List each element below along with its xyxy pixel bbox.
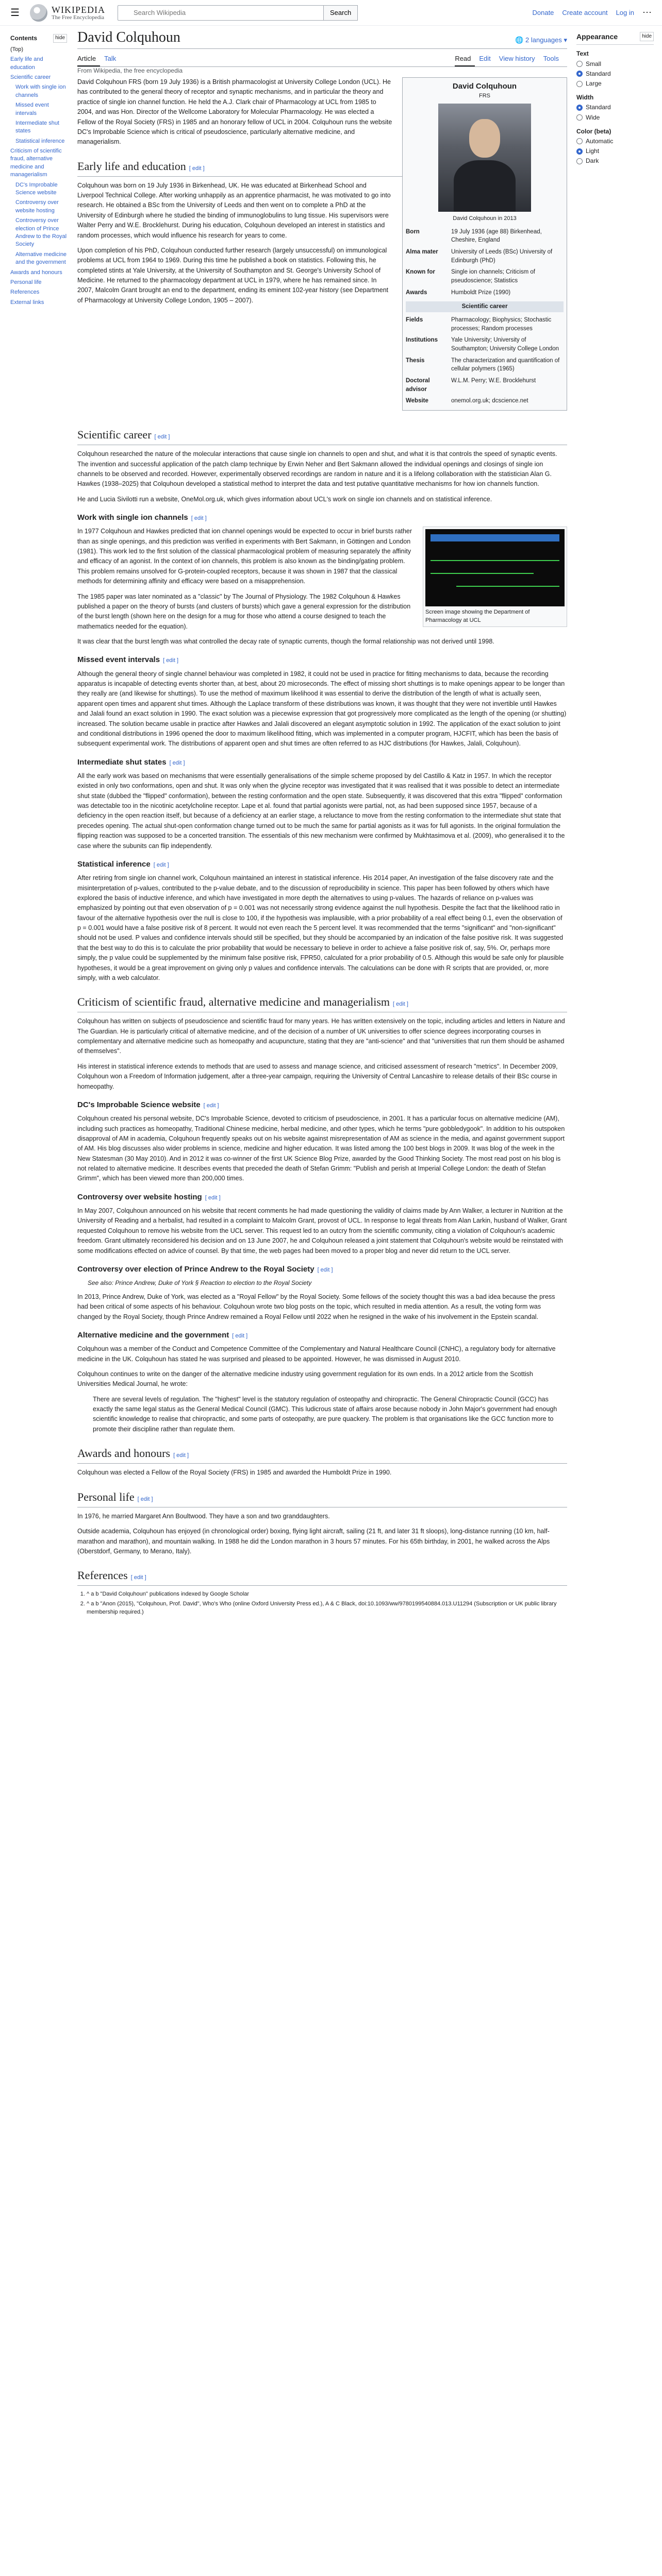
toc-item[interactable]: Criticism of scientific fraud, alternative medicine and managerialism — [10, 148, 62, 178]
paragraph: Although the general theory of single channel behaviour was completed in 1982, it could not be used in practice for fitting mechanisms to data, because the recording apparatus is incapable of detecting events shorter than, at best, about 20 microseconds. The effect of missing short shuttings is to make openings appear to be longer than they really are (and likewise for shuttings). To use the method of maximum likelihood it was essential to derive the distribution of the length of what is actually seen, apparent open times and apparent shut times. Although the Laplace transform of these distributions was known, it was thought that they were not invertible until Hawkes and Jalali found an exact solution in 1990. The exact solution was a piecewise expression that got progressively more complicated as the length of the opening (or shutting) increased. The solution became usable in practice after Hawkes and Jalali discovered an elegant asymptotic solution in 1992. The application of the exact solution to joint and conditional distributions in 1996 opened the door to maximum likelihood fitting, which was implemented in a computer program, HJCFIT, which has been the basis of subsequent experimental work. The distributions of apparent open and shut times are often referred to as HJC distributions (for Hawkes, Jalali, Colquhoun). — [77, 670, 567, 748]
paragraph: In 2013, Prince Andrew, Duke of York, was elected as a "Royal Fellow" by the Royal Society. Some fellows of the society thought this was a bad idea because the press had been critical of some aspects of his behaviour. Colquhoun wrote two blog posts on the topic, which resulted in media attention. As a result, the voting form was changed by the Royal Society, though Prince Andrew remained a Royal Fellow until 2022 when he resigned in the wake of his involvement in the Epstein scandal. — [77, 1293, 555, 1320]
paragraph: The 1985 paper was later nominated as a "classic" by The Journal of Physiology. The 1982 Colquhoun & Hawkes published a paper on the theory of bursts (and clusters of bursts) which gave a general expression for the distribution of the burst length (shown here on the design for a mug for those who attend a course designed to teach the mathematics needed for the equation). — [77, 592, 411, 630]
infobox-label: Website — [406, 398, 428, 404]
infobox-career-rows — [406, 314, 564, 407]
toc-item[interactable]: Controversy over election of Prince Andrew to the Royal Society — [15, 217, 67, 248]
heading-criticism — [77, 993, 567, 1012]
toc-item[interactable]: Alternative medicine and the government — [15, 251, 67, 266]
tagline: The Free Encyclopedia — [52, 14, 105, 21]
paragraph: Colquhoun has written on subjects of pseudoscience and scientific fraud for many years. He has written extensively on the topic, including articles and letters in Nature and The Guardian. He is particularly critical of alternative medicine, and of the decision of a number of UK universities to offer science degrees incorporating courses in complementary and alternative medicine such as homeopathy and acupuncture, stating that they are "anti-science" and that "universities that run them should be ashamed of themselves". — [77, 1018, 565, 1055]
appearance-title: Appearance — [576, 32, 618, 41]
heading-text: Work with single ion channels — [77, 513, 188, 522]
heading-text: Statistical inference — [77, 859, 151, 869]
edit-link[interactable]: [ edit ] — [154, 434, 170, 440]
appearance-panel — [576, 31, 654, 166]
infobox-title: David Colquhoun — [452, 82, 517, 91]
paragraph: Colquhoun was born on 19 July 1936 in Birkenhead, UK. He was educated at Birkenhead School and Liverpool Technical College. After working unhappily as an apprentice pharmacist, he was motivated to go into research. He obtained a BSc from the University of Leeds and then went on to complete a PhD at the University of Edinburgh where he studied the binding of immunoglobulins to lung tissue. His supervisors were Walter Perry and W.E. Brocklehurst. During his education, Colquhoun developed an interest in statistics and random processes, which would influence his research for years to come. — [77, 181, 391, 239]
edit-link[interactable]: [ edit ] — [191, 515, 207, 522]
paragraph: In 1976, he married Margaret Ann Boultwood. They have a son and two granddaughters. — [77, 1512, 330, 1520]
figure-caption: Screen image showing the Department of Pharmacology at UCL — [425, 609, 530, 623]
heading-text: Missed event intervals — [77, 655, 160, 665]
radio-selected-icon — [576, 105, 583, 111]
paragraph: In 1977 Colquhoun and Hawkes predicted that ion channel openings would be expected to occur in brief bursts rather than as single openings, and this prediction was verified in experiments with Bert Sakmann, in Göttingen and London (1981). This work led to the first solution of the classical pharmacological problem of measuring separately the affinity and efficacy of an agonist. In the context of ion channels, this problem is also known as the binding/gating problem. This problem remains unsolved for G-protein-coupled receptors, because it was shown in 1987 that the classical methods for determining affinity and efficacy were based on a misapprehension. — [77, 528, 412, 585]
paragraph: Colquhoun researched the nature of the molecular interactions that cause single ion channels to open and shut, and what it is that controls the speed of synaptic events. The invention and successful application of the patch clamp technique by Erwin Neher and Bert Sakmann allowed the individual openings and closings of single ion channels to be observed and recorded. However, experimentally observed recordings are random in nature and it is a lifelong collaboration with the statistician Alan G. Hawkes (1938–2025) that Colquhoun developed a statistical method to interpret the data and test putative quantitative mechanisms for how ion channels function. — [77, 450, 557, 488]
infobox-value: University of Leeds (BSc) University of Edinburgh (PhD) — [451, 248, 553, 264]
heading-intermediate-shut — [77, 756, 567, 768]
heading-text: Early life and education — [77, 159, 186, 173]
option-label: Dark — [586, 157, 599, 165]
figure-screenshot[interactable] — [423, 527, 567, 627]
reference-item[interactable]: 1. ^ a b "David Colquhoun" publications indexed by Google Scholar — [87, 1590, 567, 1599]
paragraph: He and Lucia Sivilotti run a website, OneMol.org.uk, which gives information about UCL's work on single ion channels and on statistical inference. — [77, 495, 492, 503]
title-row — [77, 29, 567, 49]
infobox-label: Doctoral advisor — [406, 378, 430, 393]
edit-link[interactable]: [ edit ] — [153, 861, 169, 868]
heading-text: Criticism of scientific fraud, alternative medicine and managerialism — [77, 995, 390, 1009]
radio-selected-icon — [576, 71, 583, 77]
edit-link[interactable]: [ edit ] — [163, 657, 179, 664]
toc-item[interactable]: Early life and education — [10, 56, 43, 71]
site-header — [0, 0, 662, 26]
width-label: Width — [576, 94, 594, 101]
paragraph: His interest in statistical inference extends to methods that are used to assess and manage science, and criticised assessment of research "metrics". In December 2009, Colquhoun won a Freedom of Information judgement, after a three-year campaign, requiring the University of Central Lancashire to release details of their BSc course in homeopathy. — [77, 1062, 558, 1090]
from-wikipedia: From Wikipedia, the free encyclopedia — [77, 67, 183, 74]
portrait-face — [469, 119, 500, 158]
heading-alternative-medicine — [77, 1329, 567, 1341]
paragraph: In May 2007, Colquhoun announced on his website that recent comments he had made questioning the validity of claims made by Ann Walker, a lecturer in Nutrition at the University of Reading and a herbalist, had resulted in a complaint to Malcolm Grant, provost of UCL. In response to legal threats from Alan Larkin, husband of Walker, Grant requested Colquhoun to remove his website from the UCL server. This request led to an outcry from the scientific community, citing a violation of Colquhoun's academic freedom. Grant ultimately reconsidered his decision and on 13 June 2007, he and Colquhoun released a joint statement that Colquhoun's website would be reinstated with some modifications effected on advice of counsel. By that time, the web pages had been moved to a proper blog and never did return to the UCL server. — [77, 1207, 567, 1255]
infobox-row — [406, 375, 564, 395]
heading-text: Alternative medicine and the government — [77, 1330, 229, 1340]
wordmark: WIKIPEDIA — [52, 4, 105, 15]
edit-link[interactable]: [ edit ] — [232, 1332, 248, 1339]
infobox-row — [406, 266, 564, 286]
heading-improbable-science — [77, 1099, 567, 1111]
infobox-value: 19 July 1936 (age 88) Birkenhead, Cheshire, England — [451, 228, 542, 244]
infobox-value: Yale University; University of Southampton; University College London — [451, 337, 559, 352]
search-input[interactable] — [118, 5, 324, 21]
toc-header — [10, 34, 67, 43]
search-button[interactable]: Search — [324, 5, 358, 21]
infobox-label: Alma mater — [406, 248, 438, 255]
edit-link[interactable]: [ edit ] — [169, 759, 185, 766]
heading-awards — [77, 1445, 567, 1464]
toc-item[interactable]: Work with single ion channels — [15, 84, 66, 98]
option-label: Automatic — [586, 137, 614, 145]
toc-title: Contents — [10, 35, 37, 42]
wikipedia-logo[interactable] — [30, 4, 105, 22]
edit-link[interactable]: [ edit ] — [205, 1194, 221, 1201]
page-actions — [455, 52, 567, 66]
toc-hide-button[interactable]: hide — [53, 34, 67, 43]
infobox-row — [406, 355, 564, 375]
page-tabs — [77, 52, 567, 67]
edit-link[interactable]: [ edit ] — [203, 1102, 219, 1109]
infobox-row — [406, 246, 564, 266]
paragraph: It was clear that the burst length was what controlled the decay rate of synaptic currents, though the formal relationship was not derived until 1998. — [77, 638, 494, 646]
login-link[interactable]: Log in — [616, 9, 634, 16]
infobox-label: Awards — [406, 289, 427, 296]
option-label: Light — [586, 147, 600, 155]
language-button[interactable]: 🌐 2 languages ▾ — [515, 36, 567, 44]
figure-image — [425, 529, 565, 606]
option-label: Small — [586, 60, 602, 67]
radio-icon — [576, 158, 583, 164]
option-label: Wide — [586, 113, 600, 121]
radio-icon — [576, 138, 583, 144]
appearance-hide-button[interactable]: hide — [640, 32, 654, 41]
infobox-label: Institutions — [406, 337, 438, 344]
heading-website-hosting — [77, 1191, 567, 1203]
paragraph: Upon completion of his PhD, Colquhoun conducted further research (largely unsuccessful) on immunological problems at UCL from 1964 to 1969. During this time he published a book on statistics. Following this, he completed stints at Yale University, at the University of Southampton and St. George's University School of Medicine. He returned to the pharmacology department at UCL in 1979, where he has remained since. In 2007, Malcolm Grant brought an end to the department, ending its eminent 102-year history (see Department of Pharmacology at University College London, 1905 – 2007). — [77, 246, 389, 304]
edit-link[interactable]: [ edit ] — [130, 1574, 146, 1581]
edit-link[interactable]: [ edit ] — [189, 165, 205, 172]
heading-statistical-inference — [77, 858, 567, 870]
infobox-label: Fields — [406, 317, 423, 323]
infobox-postnominal: FRS — [479, 92, 490, 99]
portrait-body — [454, 160, 516, 212]
infobox-rows — [406, 226, 564, 299]
heading-text: Controversy over website hosting — [77, 1192, 202, 1201]
toc-item[interactable]: References — [10, 289, 40, 296]
infobox-value: Single ion channels; Criticism of pseudoscience; Statistics — [451, 269, 535, 284]
text-size-label: Text — [576, 50, 589, 58]
paragraph: After retiring from single ion channel work, Colquhoun maintained an interest in statistical inference. His 2014 paper, An investigation of the false discovery rate and the misinterpretation of p-values, contributed to the p-value debate, and to the discussion of reproducibility in science. This paper has been followed by others which have explored the basis of inductive inference, and which have investigated in more depth the alternatives to using p-values. The hazards of reliance on p-values was emphasized by pointing out that even observation of p = 0.001 was not necessarily strong evidence against the null hypothesis. Despite the fact that the likelihood ratio in favour of the alternative hypothesis over the null is close to 100, if the hypothesis was implausible, with a prior probability of a real effect being 0.1, even the observation of p = 0.001 would have a false positive risk of 8 percent. It would not even reach the 5 percent level. It was recommended that the terms "significant" and "non-significant" should not be used. P values and confidence intervals should still be specified, but they should be accompanied by an indication of the false positive risk. It was suggested that the best way to do this is to calculate the prior probability that would be necessary to believe in order to achieve a false positive risk of, say, 5%. Or, perhaps more simply, the p value could be supplemented by the minimum false positive risk, FPR50, calculated for a prior probability of 0.5. Although this would be safe only for plausible hypotheses, it would be a great improvement on giving only p values and confidence intervals. The calculations can be done with R scripts that are provided, or, more simply, with a web calculator. — [77, 874, 564, 981]
paragraph: All the early work was based on mechanisms that were essentially generalisations of the simple scheme proposed by del Castillo & Katz in 1957. In which the receptor existed in only two conformations, open and shut. It was only when the glycine receptor was investigated that it was realised that it was possible to detect an intermediate shut state (dubbed the "flipped" conformation), between the resting conformation and the open state. Subsequently, it was discovered that this extra "flipped" conformation was detectable too in the nicotinic acetylcholine receptor. Lape et al. found that partial agonists were partial, not, as had been supposed since 1957, because of a deficiency in the open reaction itself, but because of a deficiency at an earlier stage, a reluctance to move from the resting conformation to the intermediate shut state that precedes opening. The actual shut-open conformation change turned out to be much the same for partial agonists as it was for full agonists. In the original formulation the flipping reaction was supposed to be a concerted transition. The essentials of this new mechanism were confirmed by Mukhtasimova et al. (2009), who generalised it to the case where the subunits can flip independently. — [77, 772, 565, 850]
toc-list — [10, 45, 67, 308]
appearance-header — [576, 31, 654, 45]
option-label: Standard — [586, 70, 611, 77]
language-label: 2 languages — [525, 36, 562, 44]
infobox-row — [406, 226, 564, 246]
toc-item[interactable]: Scientific career — [10, 74, 51, 80]
width-wide-option[interactable] — [576, 113, 654, 123]
option-label: Large — [586, 79, 602, 87]
toc-item[interactable]: DC's Improbable Science website — [15, 181, 58, 196]
infobox-caption: David Colquhoun in 2013 — [453, 215, 517, 222]
color-automatic-option[interactable] — [576, 137, 654, 146]
heading-text: DC's Improbable Science website — [77, 1100, 201, 1109]
heading-text: References — [77, 1569, 128, 1582]
paragraph: Colquhoun was elected a Fellow of the Royal Society (FRS) in 1985 and awarded the Humboldt Prize in 1990. — [77, 1469, 392, 1477]
infobox-value: Humboldt Prize (1990) — [451, 289, 511, 296]
hatnote[interactable]: See also: Prince Andrew, Duke of York § Reaction to election to the Royal Society — [88, 1279, 312, 1287]
edit-link[interactable]: [ edit ] — [173, 1452, 189, 1459]
radio-icon — [576, 81, 583, 87]
toc-item[interactable]: Controversy over website hosting — [15, 199, 59, 214]
text-small-option[interactable] — [576, 59, 654, 69]
width-standard-option[interactable] — [576, 103, 654, 112]
paragraph: Colquhoun created his personal website, DC's Improbable Science, devoted to criticism of pseudoscience, in 2001. It has a particular focus on alternative medicine (AM), including such practices as homeopathy, Traditional Chinese medicine, herbal medicine, and other types, which he terms "pure gobbledygook". In addition to his outspoken disapproval of AM in academia, Colquhoun frequently speaks out on his website against misrepresentation of AM as science in the media, and against government support of AM. His blog discusses also wider problems in science, medicine and higher education. It was listed among the 100 best blogs in 2009. It was blog of the week in the New Statesman (30 May 2010). And in 2012 it was co-winner of the first UK Science Blog Prize, awarded by the Good Thinking Society. The most read post on his blog is not related to alternative medicine. It describes events that preceded the death of Stefan Grimm: "Publish and perish at Imperial College London: the death of Stefan Grimm", which has been viewed more than 200,000 times. — [77, 1115, 565, 1182]
heading-text: Awards and honours — [77, 1447, 171, 1460]
heading-prince-andrew — [77, 1263, 567, 1275]
toc-item[interactable]: (Top) — [10, 46, 24, 53]
paragraph: Colquhoun was a member of the Conduct and Competence Committee of the Complementary and Natural Healthcare Council (CNHC), a regulatory body for alternative medicine in the UK. Colquhoun has stated he was surprised and pleased to be appointed. However, he was dismissed in August 2010. — [77, 1345, 556, 1363]
tab-read[interactable]: Read — [455, 52, 475, 66]
search-form — [118, 5, 358, 21]
infobox-row — [406, 314, 564, 334]
article-body — [77, 77, 567, 1618]
reference-item[interactable]: 2. ^ a b "Anon (2015), "Colquhoun, Prof. David", Who's Who (online Oxford University Press ed.), A & C Black, doi:10.1093/ww/9780199540884.013.U11294 (Subscription or UK public library membership required.) — [87, 1600, 567, 1617]
figure-header-bar — [431, 534, 559, 541]
heading-missed-events — [77, 654, 567, 666]
infobox-career-head: Scientific career — [406, 301, 564, 312]
toc-item[interactable]: External links — [10, 299, 44, 306]
infobox-row — [406, 287, 564, 299]
portrait-image[interactable] — [438, 104, 531, 212]
infobox-label: Known for — [406, 269, 435, 276]
infobox-value: The characterization and quantification of cellular polymers (1965) — [451, 357, 560, 372]
paragraph: Colquhoun continues to write on the danger of the alternative medicine industry using government regulation for its own ends. In a 2012 article from the Scottish Universities Medical Journal, he wrote: — [77, 1370, 533, 1388]
page-title: David Colquhoun — [77, 29, 180, 45]
figure-trace — [431, 573, 534, 574]
infobox-value: Pharmacology; Biophysics; Stochastic processes; Random processes — [451, 317, 552, 332]
toc-item[interactable]: Missed event intervals — [15, 102, 49, 116]
more-options-icon[interactable]: ⋯ — [642, 7, 652, 18]
heading-scientific-career — [77, 426, 567, 445]
heading-text: Intermediate shut states — [77, 757, 167, 767]
infobox-row — [406, 334, 564, 354]
toc-item[interactable]: Intermediate shut states — [15, 120, 59, 134]
tab-tools[interactable]: Tools — [543, 55, 559, 62]
figure-trace — [431, 560, 559, 561]
references-list — [77, 1590, 567, 1617]
toc-item[interactable]: Statistical inference — [15, 138, 65, 144]
infobox-value: W.L.M. Perry; W.E. Brocklehurst — [451, 378, 536, 384]
toc-item[interactable]: Awards and honours — [10, 269, 62, 276]
tab-talk[interactable]: Talk — [104, 55, 117, 62]
infobox-value: onemol.org.uk; dcscience.net — [451, 398, 528, 404]
radio-icon — [576, 114, 583, 121]
option-label: Standard — [586, 104, 611, 111]
radio-selected-icon — [576, 148, 583, 155]
heading-ion-channels — [77, 512, 567, 523]
edit-link[interactable]: [ edit ] — [137, 1496, 153, 1502]
color-light-option[interactable] — [576, 146, 654, 156]
heading-text: Controversy over election of Prince Andrew to the Royal Society — [77, 1264, 315, 1274]
infobox-row — [406, 395, 564, 407]
lead-paragraph: David Colquhoun FRS (born 19 July 1936) is a British pharmacologist at University College London (UCL). He has contributed to the general theory of receptor and synaptic mechanisms, and in particular the theory and practice of single ion channel function. He held the A.J. Clark chair of Pharmacology at UCL from 1985 to 2004, and was Hon. Director of the Wellcome Laboratory for Molecular Pharmacology. He was elected a Fellow of the Royal Society (FRS) in 1985 and an honorary fellow of UCL in 2004. Colquhoun runs the website DC's Improbable Science which is critical of pseudoscience, particularly alternative medicine, and managerialism. — [77, 78, 392, 146]
infobox — [402, 77, 567, 411]
tab-article[interactable]: Article — [77, 52, 100, 66]
tab-edit[interactable]: Edit — [479, 55, 491, 62]
blockquote: There are several levels of regulation. The "highest" level is the statutory regulation of osteopathy and chiropractic. The General Chiropractic Council (GCC) has exactly the same legal status as the General Medical Council (GMC). This ludicrous state of affairs arose because nobody in John Major's government had enough scientific knowledge to realise that chiropractic, and some parts of osteopathy, are pure quackery. The problem is that organisations like the GCC function more to promote their discipline rather than regulate them. — [93, 1395, 557, 1433]
tab-view-history[interactable]: View history — [499, 55, 535, 62]
color-label: Color (beta) — [576, 127, 611, 135]
heading-text: Personal life — [77, 1490, 135, 1503]
edit-link[interactable]: [ edit ] — [393, 1001, 408, 1008]
heading-personal-life — [77, 1488, 567, 1507]
user-links — [532, 7, 652, 18]
infobox-label: Thesis — [406, 357, 425, 364]
radio-icon — [576, 61, 583, 67]
edit-link[interactable]: [ edit ] — [317, 1266, 333, 1273]
figure-trace — [456, 586, 559, 587]
create-account-link[interactable]: Create account — [562, 9, 608, 16]
text-standard-option[interactable] — [576, 69, 654, 79]
heading-text: Scientific career — [77, 428, 152, 442]
toc-item[interactable]: Personal life — [10, 279, 42, 285]
wikipedia-globe-icon — [30, 4, 47, 22]
heading-references — [77, 1567, 567, 1586]
paragraph: Outside academia, Colquhoun has enjoyed (in chronological order) boxing, flying light aircraft, sailing (21 ft, and later 31 ft sloops), long-distance running (10 km, half-marathon and marathon), and mountain walking. In 1988 he did the London marathon in 3 hours 57 minutes. For his 65th birthday, in 2001, he walked across the Alps (Oberstdorf, Germany, to Merano, Italy). — [77, 1528, 550, 1555]
table-of-contents — [10, 34, 67, 308]
search-wrap — [118, 5, 324, 21]
color-dark-option[interactable] — [576, 156, 654, 166]
infobox-label: Born — [406, 228, 420, 235]
main-menu-icon[interactable]: ☰ — [10, 7, 20, 19]
text-large-option[interactable] — [576, 79, 654, 89]
donate-link[interactable]: Donate — [532, 9, 554, 16]
